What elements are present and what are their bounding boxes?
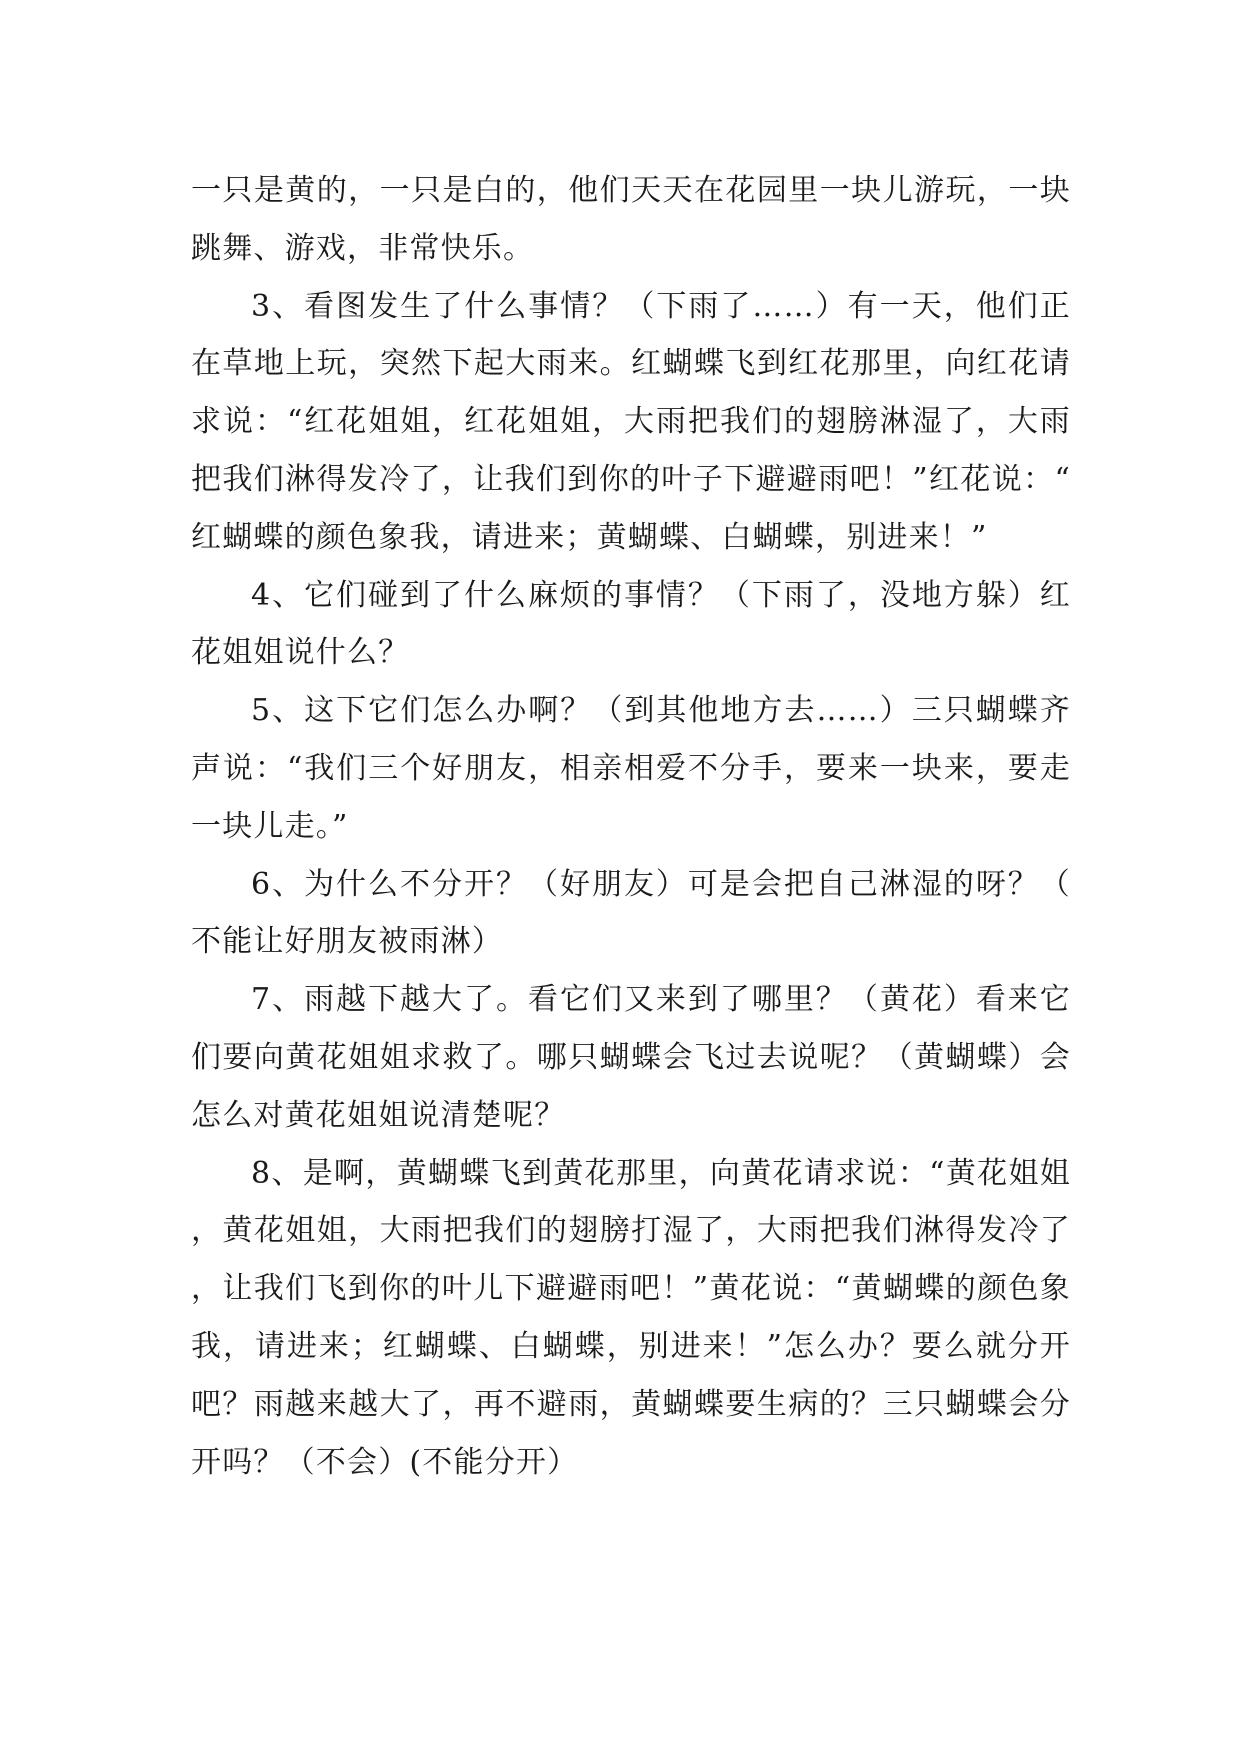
document-body <box>191 162 1071 1491</box>
paragraph-1: 一只是黄的，一只是白的，他们天天在花园里一块儿游玩，一块跳舞、游戏，非常快乐。 <box>191 173 1071 266</box>
paragraph-3: 4、它们碰到了什么麻烦的事情？（下雨了，没地方躲）红花姐姐说什么？ <box>191 577 1071 671</box>
paragraph-2: 3、看图发生了什么事情？（下雨了……）有一天，他们正在草地上玩，突然下起大雨来。红蝴蝶飞到红花那里，向红花请求说：“红花姐姐，红花姐姐，大雨把我们的翅膀淋湿了，大雨把我们淋得发冷了，让我们到你的叶子下避避雨吧！”红花说：“红蝴蝶的颜色象我，请进来；黄蝴蝶、白蝴蝶，别进来！” <box>191 288 1071 555</box>
paragraph-4: 5、这下它们怎么办啊？（到其他地方去……）三只蝴蝶齐声说：“我们三个好朋友，相亲相爱不分手，要来一块来，要走一块儿走。” <box>191 693 1071 844</box>
paragraph-5: 6、为什么不分开？（好朋友）可是会把自己淋湿的呀？（不能让好朋友被雨淋） <box>191 866 1071 960</box>
paragraph-6: 7、雨越下越大了。看它们又来到了哪里？（黄花）看来它们要向黄花姐姐求救了。哪只蝴蝶会飞过去说呢？（黄蝴蝶）会怎么对黄花姐姐说清楚呢？ <box>191 982 1071 1133</box>
paragraph-7: 8、是啊，黄蝴蝶飞到黄花那里，向黄花请求说：“黄花姐姐，黄花姐姐，大雨把我们的翅膀打湿了，大雨把我们淋得发冷了，让我们飞到你的叶儿下避避雨吧！”黄花说：“黄蝴蝶的颜色象我，请进来；红蝴蝶、白蝴蝶，别进来！”怎么办？要么就分开吧？雨越来越大了，再不避雨，黄蝴蝶要生病的？三只蝴蝶会分开吗？（不会）(不能分开） <box>191 1155 1071 1480</box>
